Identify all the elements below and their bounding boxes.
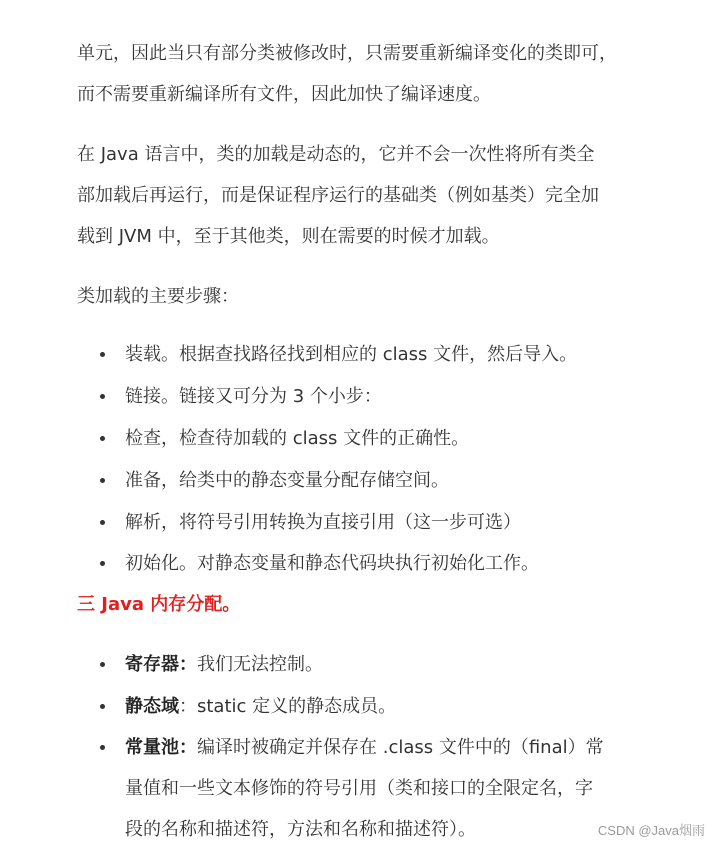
list-item-text: 装载。根据查找路径找到相应的 class 文件，然后导入。 [125, 344, 578, 365]
list-item-text: 解析，将符号引用转换为直接引用（这一步可选） [125, 512, 521, 533]
paragraph-line: 在 Java 语言中，类的加载是动态的，它并不会一次性将所有类全 [77, 144, 595, 165]
paragraph-line: 单元，因此当只有部分类被修改时，只需要重新编译变化的类即可， [77, 43, 617, 64]
term-label: 静态域 [125, 696, 179, 717]
list-item-text [125, 727, 604, 850]
term-description: 编译时被确定并保存在 .class 文件中的（final）常 [197, 737, 604, 758]
list-item-line [125, 727, 604, 768]
paragraph-compile-unit [77, 33, 647, 115]
bullet-dot-icon [100, 745, 105, 750]
bullet-dot-icon [100, 561, 105, 566]
bullet-dot-icon [100, 394, 105, 399]
list-item-text: 初始化。对静态变量和静态代码块执行初始化工作。 [125, 553, 539, 574]
list-item-text: 检查，检查待加载的 class 文件的正确性。 [125, 428, 470, 449]
bullet-dot-icon [100, 662, 105, 667]
paragraph-line: 部加载后再运行，而是保证程序运行的基础类（例如基类）完全加 [77, 185, 599, 206]
bullet-dot-icon [100, 478, 105, 483]
list-item-text [125, 644, 323, 685]
term-label: 常量池： [125, 737, 197, 758]
bullet-dot-icon [100, 436, 105, 441]
bullet-dot-icon [100, 704, 105, 709]
paragraph-line: 载到 JVM 中，至于其他类，则在需要的时候才加载。 [77, 226, 500, 247]
list-item-text: 链接。链接又可分为 3 个小步： [125, 386, 382, 407]
list-item-line: 量值和一些文本修饰的符号引用（类和接口的全限定名，字 [125, 778, 593, 799]
term-label: 寄存器： [125, 654, 197, 675]
bullet-dot-icon [100, 352, 105, 357]
list-item-text: 准备，给类中的静态变量分配存储空间。 [125, 470, 449, 491]
list-item-text [125, 686, 396, 727]
section-heading: 三 Java 内存分配。 [77, 594, 241, 615]
paragraph-line: 而不需要重新编译所有文件，因此加快了编译速度。 [77, 84, 491, 105]
paragraph-steps-intro [77, 276, 647, 317]
csdn-watermark: CSDN @Java烟雨 [597, 823, 705, 838]
paragraph-line: 类加载的主要步骤： [77, 286, 239, 307]
paragraph-dynamic-loading [77, 134, 647, 257]
bullet-dot-icon [100, 520, 105, 525]
term-description: 我们无法控制。 [197, 654, 323, 675]
list-item-line: 段的名称和描述符，方法和名称和描述符）。 [125, 819, 476, 840]
term-description: ：static 定义的静态成员。 [179, 696, 397, 717]
